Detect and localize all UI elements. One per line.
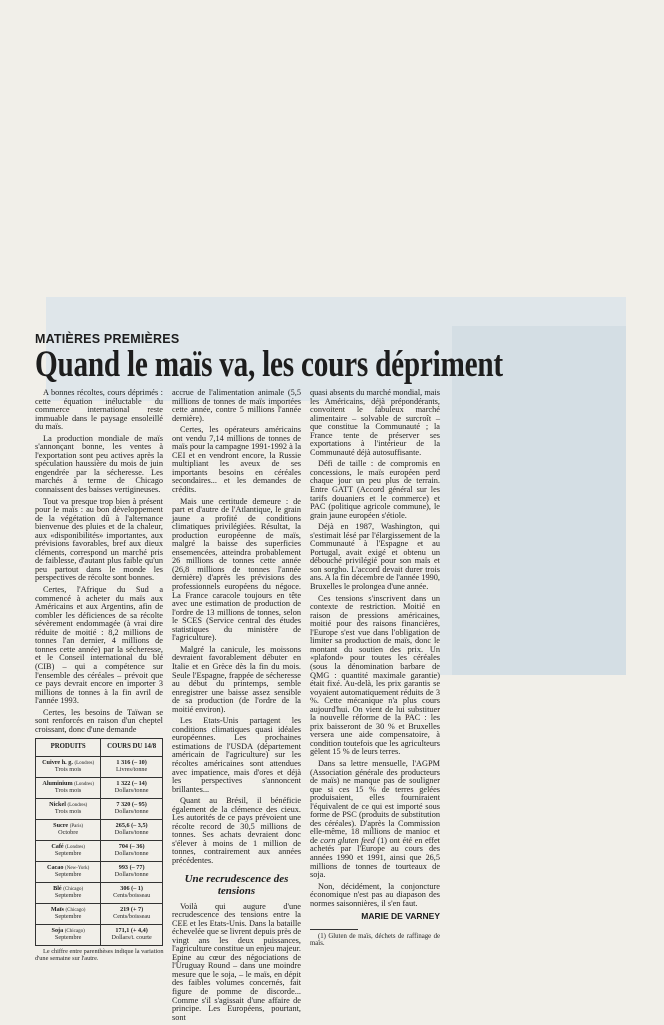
contract-term: Septembre — [54, 934, 82, 942]
contract-term: Octobre — [58, 829, 79, 837]
paragraph: Non, décidément, la conjoncture économique n'est pas au diapason des normes saisonnières, il s'en faut. — [310, 881, 440, 908]
contract-term: Trois mois — [54, 808, 82, 816]
price-cell — [101, 798, 163, 819]
product-cell — [36, 819, 101, 840]
paragraph: Déjà en 1987, Washington, qui s'estimait lésé par l'élargissement de la Communauté à l'Espagne et au Portugal, avait exigé et obtenu un débouché privilégié pour son maïs et son sorgho. L'accord devait durer trois ans. A la fin décembre de l'année 1990, Bruxelles le prolongea d'une année. — [310, 522, 440, 592]
paragraph: Les Etats-Unis partagent les conditions climatiques quasi idéales européennes. Les prochaines estimations de l'USDA (département américain de l'agriculture) sur les récoltes américaines sont attendues avec impatience, mais d'ores et déjà les perspectives s'annoncent brillantes... — [172, 716, 301, 794]
contract-term: Septembre — [54, 913, 82, 921]
product-cell — [36, 924, 101, 945]
paragraph: Certes, les besoins de Taïwan se sont renforcés en raison d'un cheptel croissant, donc d'une demande — [35, 707, 163, 734]
header-products: PRODUITS — [36, 739, 101, 757]
contract-term: Trois mois — [54, 787, 82, 795]
price-unit: Dollars/tonne — [114, 786, 149, 794]
market-name: (Paris) — [69, 823, 84, 829]
price-unit: Cents/boisseau — [113, 912, 151, 920]
price-cell — [101, 903, 163, 924]
price-unit: Dollars/t. courte — [111, 933, 152, 941]
table-row — [36, 861, 163, 882]
market-name: (Londres) — [74, 781, 94, 787]
table-row — [36, 924, 163, 945]
paragraph: Certes, les opérateurs américains ont vendu 7,14 millions de tonnes de maïs pour la campagne 1991-1992 à la CEI et en vendront encore, la Russie multipliant les aveux de ses importants besoins en céréales secondaires... et les demandes de crédits. — [172, 425, 301, 495]
price-table-header — [36, 739, 163, 757]
header-price: COURS DU 14/8 — [101, 739, 163, 757]
price-unit: Livres/tonne — [115, 765, 148, 773]
price-cell — [101, 819, 163, 840]
price-unit: Dollars/tonne — [114, 849, 149, 857]
paragraph: Tout va presque trop bien à présent pour le maïs : au bon développement de la végétation dû à l'alternance bienvenue des pluies et de la chaleur, aux «disponibilités» importantes, aux prévisions favorables, bref aux dieux cléments, correspond un marché pris de faiblesse, d'autant plus faible qu'un peu partout dans le monde les perspectives de récolte sont bonnes. — [35, 496, 163, 583]
product-name: Maïs — [50, 905, 64, 913]
product-name: Cacao — [47, 863, 64, 871]
table-row — [36, 840, 163, 861]
product-name: Nickel — [49, 800, 66, 808]
product-cell — [36, 840, 101, 861]
price-value: 306 (– 1) — [120, 885, 143, 892]
market-name: (Londres) — [74, 760, 95, 766]
product-cell — [36, 861, 101, 882]
product-cell — [36, 903, 101, 924]
italic-term: corn gluten feed — [320, 835, 375, 845]
price-value: 704 (– 36) — [118, 843, 145, 850]
product-name: Sucre — [53, 821, 69, 829]
table-row — [36, 882, 163, 903]
price-unit: Dollars/tonne — [114, 807, 149, 815]
table-row — [36, 798, 163, 819]
market-name: (Chicago) — [63, 886, 84, 892]
paragraph: La production mondiale de maïs s'annonçant bonne, les ventes à l'exportation sont peu actives après la spéculation haussière du mois de juin engendrée par la sécheresse. Les marchés à terme de Chicago connaissent des baisses vertigineuses. — [35, 433, 163, 495]
paragraph: Voilà qui augure d'une recrudescence des tensions entre la CEE et les Etats-Unis. Dans la bataille échevelée que se livrent depuis près de vingt ans les deux puissances, l'agriculture constitue un enjeu majeur. Epine au cœur des négociations de l'Uruguay Round – dans une moindre mesure que le soja, – le maïs, en dépit des faibles volumes concernés, fait figure de pomme de discorde... Comme s'il s'agissait d'une affaire de principe. Les Européens, pourtant, sont — [172, 901, 302, 1022]
table-row — [36, 756, 163, 777]
product-name: Aluminium — [42, 779, 73, 787]
paragraph: A bonnes récoltes, cours déprimés : cette équation inéluctable du commerce international reste immuable dans le paysage ensoleillé du maïs. — [35, 388, 163, 432]
contract-term: Septembre — [54, 892, 82, 900]
market-name: (Londres) — [67, 802, 88, 808]
product-cell — [36, 756, 101, 777]
price-unit: Dollars/tonne — [114, 828, 149, 836]
text-segment: (1) ont été en effet achetés par l'Europe au cours des années 1990 et 1991, ainsi que 26,5 millions de tonnes de tourteaux de soja. — [310, 835, 440, 880]
price-cell — [101, 924, 163, 945]
price-value: 993 (– 77) — [118, 864, 145, 871]
subheading: Une recrudescence des tensions — [184, 872, 289, 897]
headline: Quand le maïs va, les cours dépriment — [35, 344, 503, 385]
price-cell — [101, 882, 163, 903]
market-name: (New-York) — [65, 865, 90, 871]
paragraph: Mais une certitude demeure : de part et d'autre de l'Atlantique, le grain jaune a profité de conditions climatiques privilégiées. Résultat, la production européenne de maïs, malgré la baisse des superficies ensemencées, atteindra probablement 26 millions de tonnes cette année (26,8 millions de tonnes l'année dernière) d'après les prévisions des professionnels européens du négoce. La France caracole toujours en tête avec une estimation de production de l'ordre de 13 millions de tonnes, selon le SCES (Service central des études statistiques du ministère de l'agriculture). — [172, 496, 301, 643]
paragraph: Malgré la canicule, les moissons devraient favorablement débuter en Italie et en Grèce dès la fin du mois. Seule l'Espagne, frappée de sécheresse au début du printemps, semble enregistrer une baisse assez sensible de sa production (de l'ordre de la moitié environ). — [172, 644, 301, 714]
price-value: 171,1 (+ 4,4) — [115, 927, 148, 934]
market-name: (Chicago) — [64, 928, 85, 934]
price-table — [35, 738, 163, 946]
table-row — [36, 819, 163, 840]
contract-term: Trois mois — [54, 766, 82, 774]
price-unit: Dollars/tonne — [114, 870, 149, 878]
product-name: Café — [51, 842, 64, 850]
table-caption: Le chiffre entre parenthèses indique la variation d'une semaine sur l'autre. — [35, 948, 164, 962]
paragraph: Certes, l'Afrique du Sud a commencé à acheter du maïs aux Américains et aux Argentins, afin de combler les déficiences de sa récolte sévèrement endommagée (à vrai dire réduite de moitié : 8,2 millions de tonnes l'an dernier, 4 millions de tonnes cette année) par la sécheresse, et le Conseil international du blé (CIB) – qui a compétence sur l'ensemble des céréales – prévoit que ce pays devrait encore en importer 3 millions de tonnes à la fin avril de l'année 1993. — [35, 585, 163, 706]
paragraph: Quant au Brésil, il bénéficie également de la clémence des cieux. Les autorités de ce pays prévoient une récolte record de 30,5 millions de tonnes. Ses achats devraient donc s'élever à moins de 1 million de tonnes, contrairement aux années précédentes. — [172, 796, 301, 865]
paragraph: Ces tensions s'inscrivent dans un contexte de restriction. Moitié en raison de pressions américaines, moitié pour des raisons financières, l'Europe s'est vue dans l'obligation de limiter sa production de maïs, donc le montant du soutien des prix. Un «plafond» pour toutes les céréales (sous la dénomination barbare de QMG : quantité maximale garantie) était fixé. Au-delà, les prix garantis se voyaient automatiquement réduits de 3 %. Cette mécanique n'a plus cours aujourd'hui. On vient de lui substituer la nouvelle réforme de la PAC : les prix baisseront de 30 % et Bruxelles versera une aide compensatoire, à condition toutefois que les agriculteurs gèlent 15 % de leurs terres. — [310, 593, 440, 757]
table-row — [36, 777, 163, 798]
market-name: (Londres) — [65, 844, 85, 850]
article-column-1 — [35, 389, 163, 737]
price-cell — [101, 840, 163, 861]
footnote-rule — [310, 929, 358, 930]
price-value: 7 320 (– 95) — [116, 801, 147, 808]
byline: MARIE DE VARNEY — [361, 911, 440, 922]
contract-term: Septembre — [54, 850, 82, 858]
product-cell — [36, 777, 101, 798]
price-cell — [101, 756, 163, 777]
article-column-3 — [310, 389, 440, 948]
paragraph: Défi de taille : de compromis en concessions, le maïs européen perd chaque jour un peu plus de terrain. Entre GATT (Accord général sur les tarifs douaniers et le commerce) et PAC (politique agricole commune), le grain jaune européen s'étiole. — [310, 459, 440, 520]
product-name: Cuivre h. g. — [42, 758, 73, 766]
price-cell — [101, 861, 163, 882]
product-name: Blé — [53, 884, 62, 892]
product-name: Soja — [51, 926, 64, 934]
section-label: MATIÈRES PREMIÈRES — [35, 332, 180, 346]
paragraph — [310, 760, 440, 880]
price-unit: Cents/boisseau — [113, 891, 151, 899]
text-segment: Dans sa lettre mensuelle, l'AGPM (Association générale des producteurs de maïs) ne manque pas de souligner que si ces 15 % de terres gelées produisaient, elles fourniraient l'équivalent de ce qui est importé sous forme de PSC (produits de substitution des céréales). D'après la Commission elle-même, 18 millions de manioc et de — [310, 758, 440, 845]
price-value: 1 316 (– 10) — [116, 759, 147, 766]
contract-term: Septembre — [54, 871, 82, 879]
price-value: 1 322 (– 14) — [116, 780, 147, 787]
article-column-2 — [172, 389, 301, 1025]
price-value: 219 (+ 7) — [120, 906, 144, 913]
price-value: 265,6 (– 3,5) — [115, 822, 148, 829]
paragraph: quasi absents du marché mondial, mais les Américains, déjà prépondérants, convoitent le fabuleux marché alimentaire – solvable de surcroît – que constitue la Communauté ; la France tente de préserver ses exportations à l'intérieur de la Communauté déjà autosuffisante. — [310, 388, 440, 457]
footnote: (1) Gluten de maïs, déchets de raffinage de maïs. — [310, 932, 440, 948]
paragraph: accrue de l'alimentation animale (5,5 millions de tonnes de maïs importées cette année, contre 5 millions l'année dernière). — [172, 388, 301, 423]
product-cell — [36, 882, 101, 903]
price-cell — [101, 777, 163, 798]
market-name: (Chicago) — [65, 907, 86, 913]
product-cell — [36, 798, 101, 819]
table-row — [36, 903, 163, 924]
